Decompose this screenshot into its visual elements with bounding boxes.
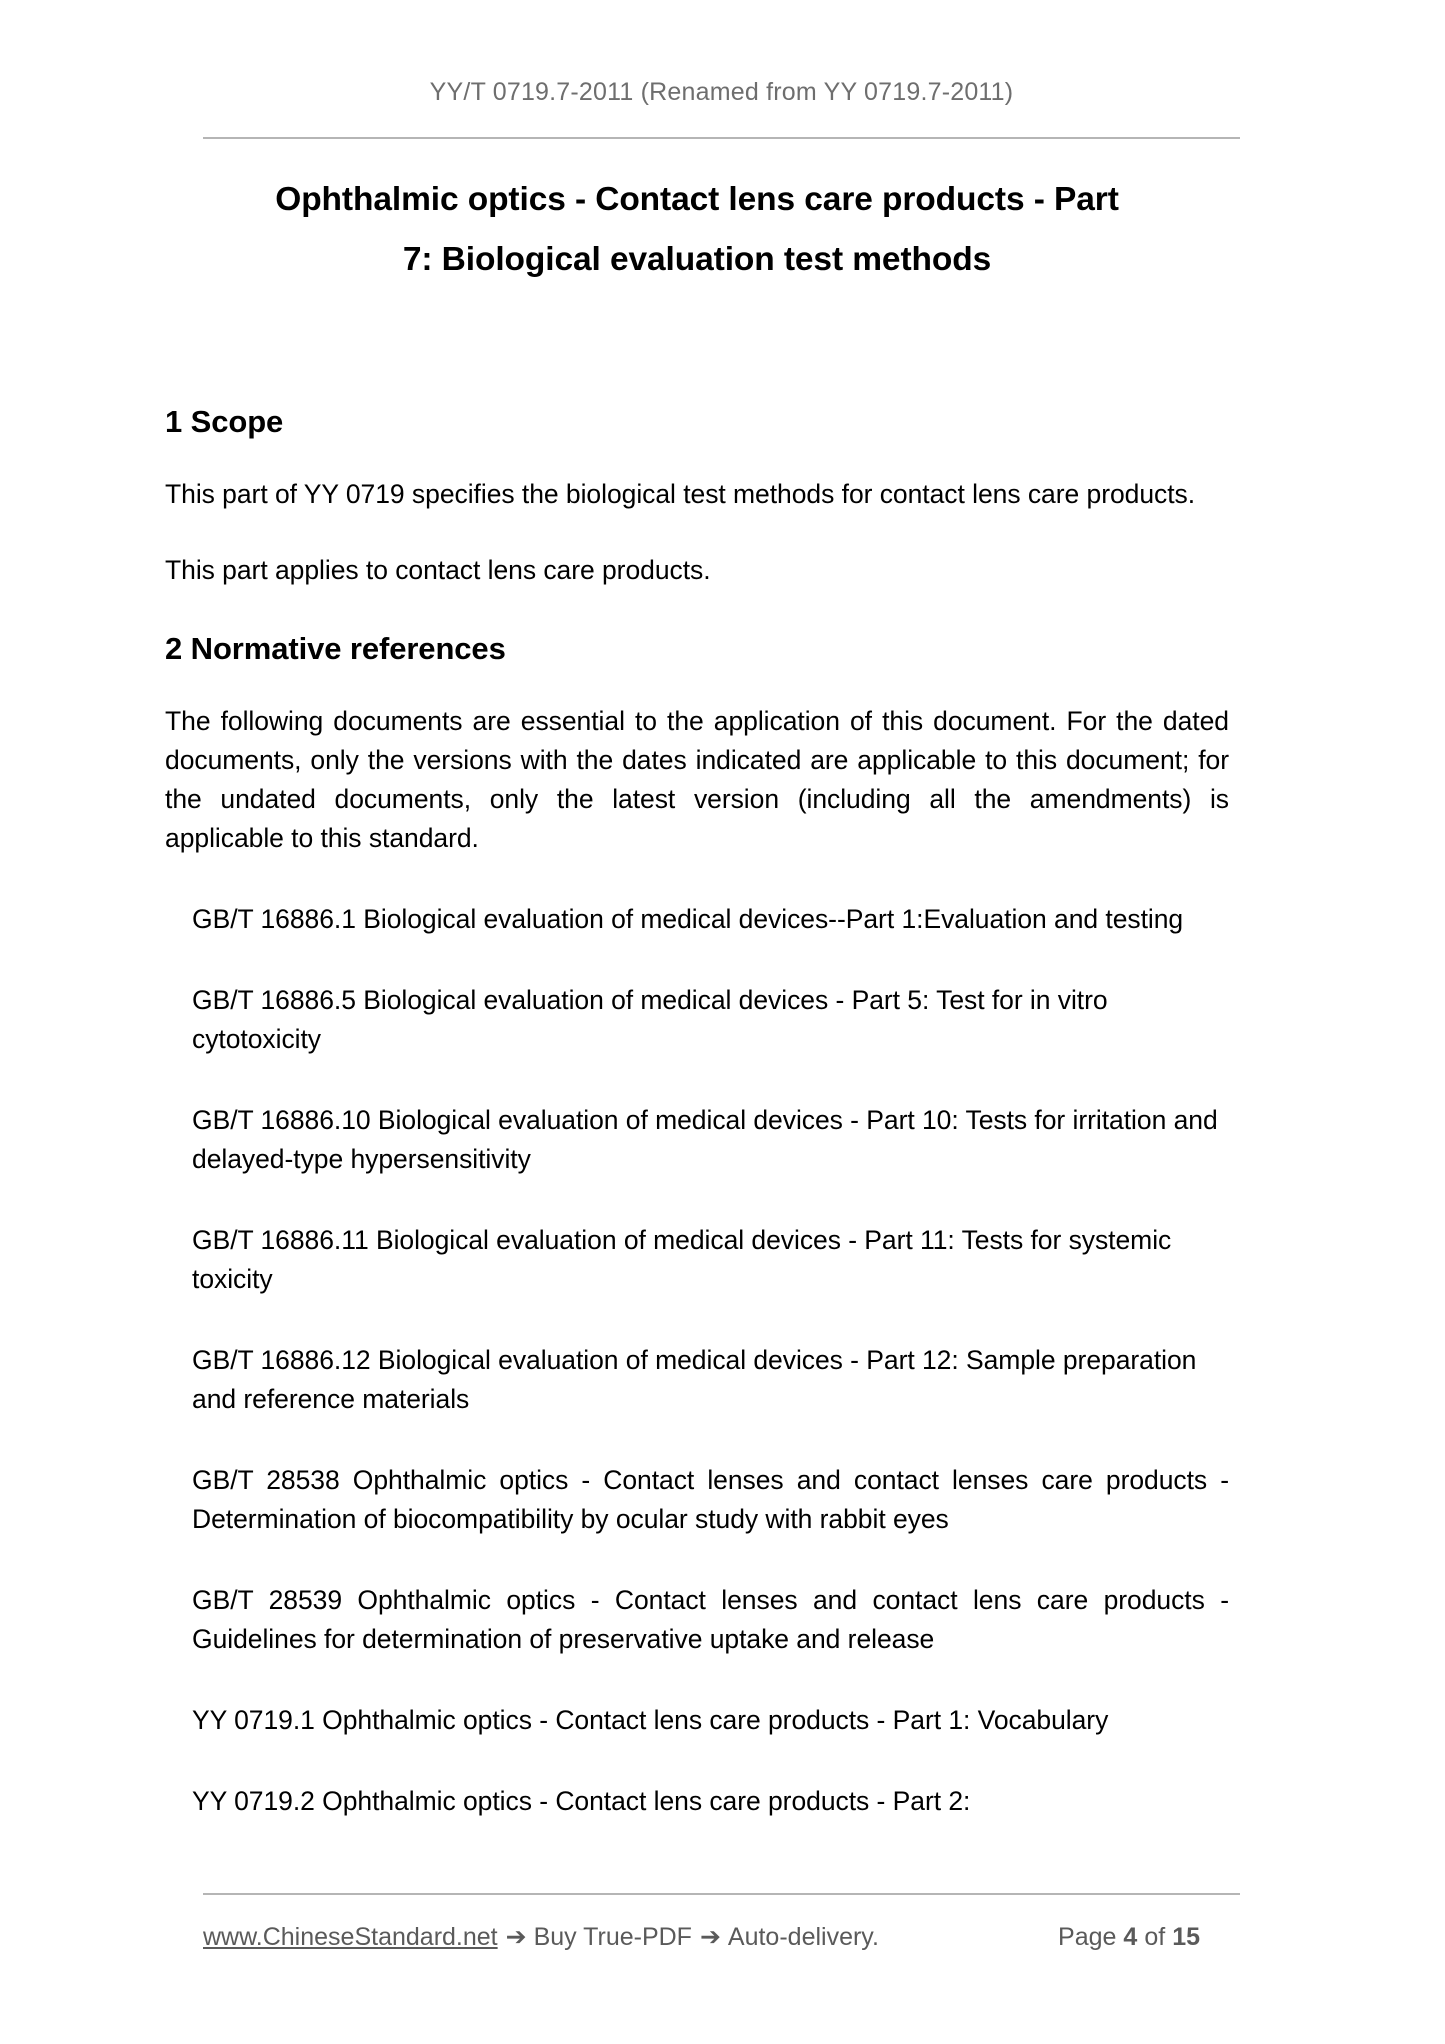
total-page-count: 15 [1172, 1922, 1200, 1951]
reference-item: GB/T 28538 Ophthalmic optics - Contact lenses and contact lenses care products - Determination of biocompatibility by ocular study with rabbit eyes [192, 1465, 1229, 1534]
reference-item: GB/T 28539 Ophthalmic optics - Contact lenses and contact lens care products - Guidelines for determination of preservative uptake and release [192, 1585, 1229, 1654]
spacer [165, 1419, 1229, 1461]
spacer [165, 1539, 1229, 1581]
section-heading-normative-references: 2 Normative references [165, 631, 506, 666]
current-page-number: 4 [1123, 1922, 1138, 1951]
spacer [165, 1659, 1229, 1701]
spacer [165, 442, 1229, 475]
reference-item: YY 0719.2 Ophthalmic optics - Contact lens care products - Part 2: [192, 1786, 971, 1816]
page-footer [203, 1915, 1240, 1959]
footer-action-delivery: Auto-delivery. [727, 1923, 879, 1951]
page-header [203, 78, 1240, 107]
reference-item: YY 0719.1 Ophthalmic optics - Contact lens care products - Part 1: Vocabulary [192, 1705, 1109, 1735]
page-label: Page [1058, 1922, 1117, 1951]
chinesestandard-link[interactable]: www.ChineseStandard.net [203, 1923, 498, 1951]
spacer [165, 1299, 1229, 1341]
reference-item: GB/T 16886.5 Biological evaluation of medical devices - Part 5: Test for in vitro cytotoxicity [192, 985, 1108, 1054]
spacer [165, 1740, 1229, 1782]
of-label: of [1144, 1922, 1166, 1951]
spacer [165, 1179, 1229, 1221]
reference-item: GB/T 16886.11 Biological evaluation of medical devices - Part 11: Tests for systemic toxicity [192, 1225, 1172, 1294]
normative-references-intro: The following documents are essential to the application of this document. For the dated documents, only the versions with the dates indicated are applicable to this document; for the undated documents, only the latest version (including all the amendments) is applicable to this standard. [165, 706, 1229, 853]
spacer [165, 514, 1229, 551]
running-title: YY/T 0719.7-2011 (Renamed from YY 0719.7-2011) [429, 78, 1014, 106]
arrow-right-icon: ➔ [699, 1923, 721, 1951]
spacer [165, 669, 1229, 702]
document-content [165, 170, 1229, 1821]
page-indicator [1057, 1923, 1206, 1952]
footer-action-buy: Buy True-PDF [533, 1923, 692, 1951]
arrow-right-icon: ➔ [505, 1923, 527, 1951]
spacer [165, 590, 1229, 629]
document-title-line-2: 7: Biological evaluation test methods [402, 241, 992, 278]
spacer [165, 290, 1229, 402]
header-divider [203, 137, 1240, 139]
spacer [165, 939, 1229, 981]
scope-paragraph-1: This part of YY 0719 specifies the biological test methods for contact lens care products. [165, 479, 1196, 509]
footer-promo [203, 1922, 879, 1952]
section-heading-scope: 1 Scope [165, 404, 284, 439]
spacer [165, 1059, 1229, 1101]
document-title-line-1: Ophthalmic optics - Contact lens care products - Part [275, 181, 1119, 218]
reference-item: GB/T 16886.10 Biological evaluation of medical devices - Part 10: Tests for irritation and delayed-type hypersensitivity [192, 1105, 1218, 1174]
footer-divider [203, 1893, 1240, 1895]
reference-item: GB/T 16886.1 Biological evaluation of medical devices--Part 1:Evaluation and testing [192, 904, 1184, 934]
scope-paragraph-2: This part applies to contact lens care products. [165, 555, 711, 585]
spacer [165, 858, 1229, 900]
reference-item: GB/T 16886.12 Biological evaluation of medical devices - Part 12: Sample preparation and reference materials [192, 1345, 1197, 1414]
